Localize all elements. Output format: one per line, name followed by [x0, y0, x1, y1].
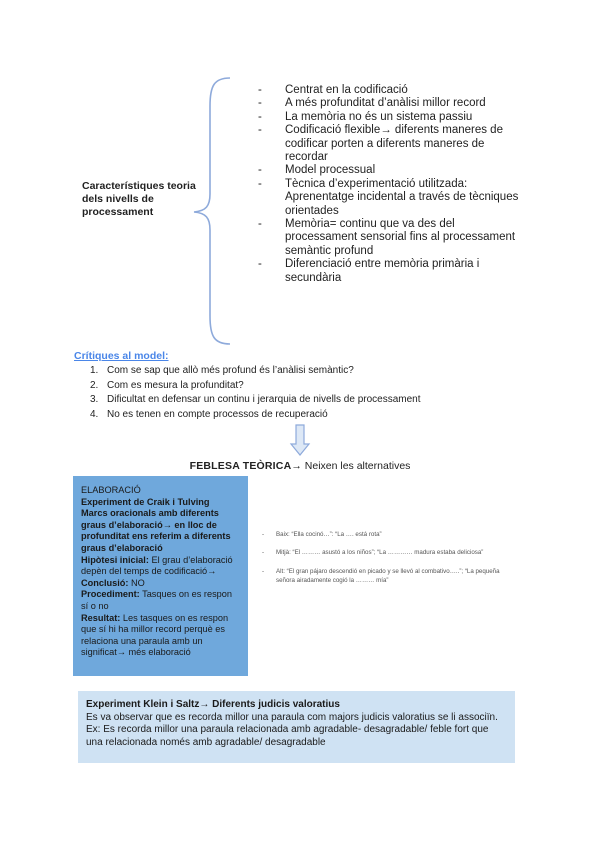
characteristics-list	[258, 84, 520, 285]
procediment-label: Procediment:	[81, 589, 140, 600]
item-text: Com se sap que allò més profund és l’anàlisi semàntic?	[107, 365, 354, 376]
item-text: Com es mesura la profunditat?	[107, 379, 244, 391]
hipotesi-text: El grau d’elaboració depèn del temps de codificació→	[81, 554, 233, 577]
list-item	[90, 379, 510, 394]
critiques-title: Crítiques al model:	[74, 350, 169, 362]
list-item: - Diferenciació entre memòria primària i secundària	[258, 258, 520, 285]
craik-tulving-title: Experiment de Craik i Tulving	[81, 496, 210, 507]
resultat-label: Resultat:	[81, 612, 121, 623]
item-number: 2.	[90, 379, 99, 391]
item-number: 3.	[90, 394, 99, 405]
list-item: - Baix: “Ella cocinó…”: “La …. está rota”	[262, 530, 507, 539]
characteristics-label: Característiques teoria dels nivells de processament	[82, 180, 196, 218]
conclusio-line	[81, 578, 240, 590]
klein-saltz-line2: Ex: Es recorda millor una paraula relacionada amb agradable- desagradable/ feble fort que una relacionada només amb agradable/ desagradable	[86, 724, 489, 748]
list-item	[90, 393, 510, 408]
critiques-list	[90, 364, 510, 422]
down-arrow-icon	[289, 424, 311, 456]
list-item: - Tècnica d’experimentació utilitzada: Aprenentatge incidental a través de tècniques orientades	[258, 178, 520, 218]
list-item: - Centrat en la codificació	[258, 84, 520, 97]
weakness-bold: FEBLESA TEÒRICA	[189, 460, 292, 472]
list-item: - Mitjà: “El ……… asustó a los niños”; “La ………… madura estaba deliciosa”	[262, 548, 507, 557]
klein-saltz-box	[78, 691, 515, 763]
hipotesi-line	[81, 555, 240, 578]
list-item: - Memòria= continu que va des del processament sensorial fins al processament semàntic profund	[258, 218, 520, 258]
list-item: - Alt: “El gran pájaro descendió en picado y se llevó al combativo…..”; “La pequeña señora airadamente cogió la ……… mía”	[262, 567, 507, 586]
conclusio-label: Conclusió:	[81, 577, 129, 588]
example-sentences	[262, 530, 507, 595]
list-item: - Model processual	[258, 164, 520, 177]
marcs-oracionals: Marcs oracionals amb diferents graus d’elaboració→ en lloc de profunditat ens referim a diferents graus d’elaboració	[81, 508, 231, 553]
list-item: - La memòria no és un sistema passiu	[258, 111, 520, 124]
list-item	[90, 364, 510, 379]
weakness-heading	[160, 460, 440, 472]
elaboracio-title: ELABORACIÓ	[81, 485, 141, 495]
list-item	[90, 408, 510, 423]
conclusio-text: NO	[128, 577, 145, 588]
hipotesi-label: Hipòtesi inicial:	[81, 554, 149, 565]
item-text: Dificultat en defensar un continu i jerarquia de nivells de processament	[107, 394, 421, 405]
elaboracio-box	[73, 476, 248, 676]
klein-saltz-line1: Es va observar que es recorda millor una paraula com majors judicis valoratius se li associïn.	[86, 711, 498, 723]
item-number: 1.	[90, 365, 99, 376]
procediment-line	[81, 589, 240, 612]
list-item: - Codificació flexible→ diferents maneres de codificar porten a diferents maneres de recordar	[258, 124, 520, 164]
resultat-line	[81, 613, 240, 659]
curly-brace-icon	[190, 76, 240, 346]
item-number: 4.	[90, 408, 99, 420]
procediment-text: Tasques on es respon sí o no	[81, 589, 232, 611]
weakness-rest: → Neixen les alternatives	[291, 460, 411, 472]
list-item: - A més profunditat d’anàlisi millor record	[258, 97, 520, 110]
klein-saltz-title: Experiment Klein i Saltz→ Diferents judicis valoratius	[86, 699, 340, 710]
resultat-text: Les tasques on es respon que sí hi ha millor record perquè es relaciona una paraula amb un significat→ més elaboració	[81, 612, 229, 658]
item-text: No es tenen en compte processos de recuperació	[107, 408, 328, 420]
